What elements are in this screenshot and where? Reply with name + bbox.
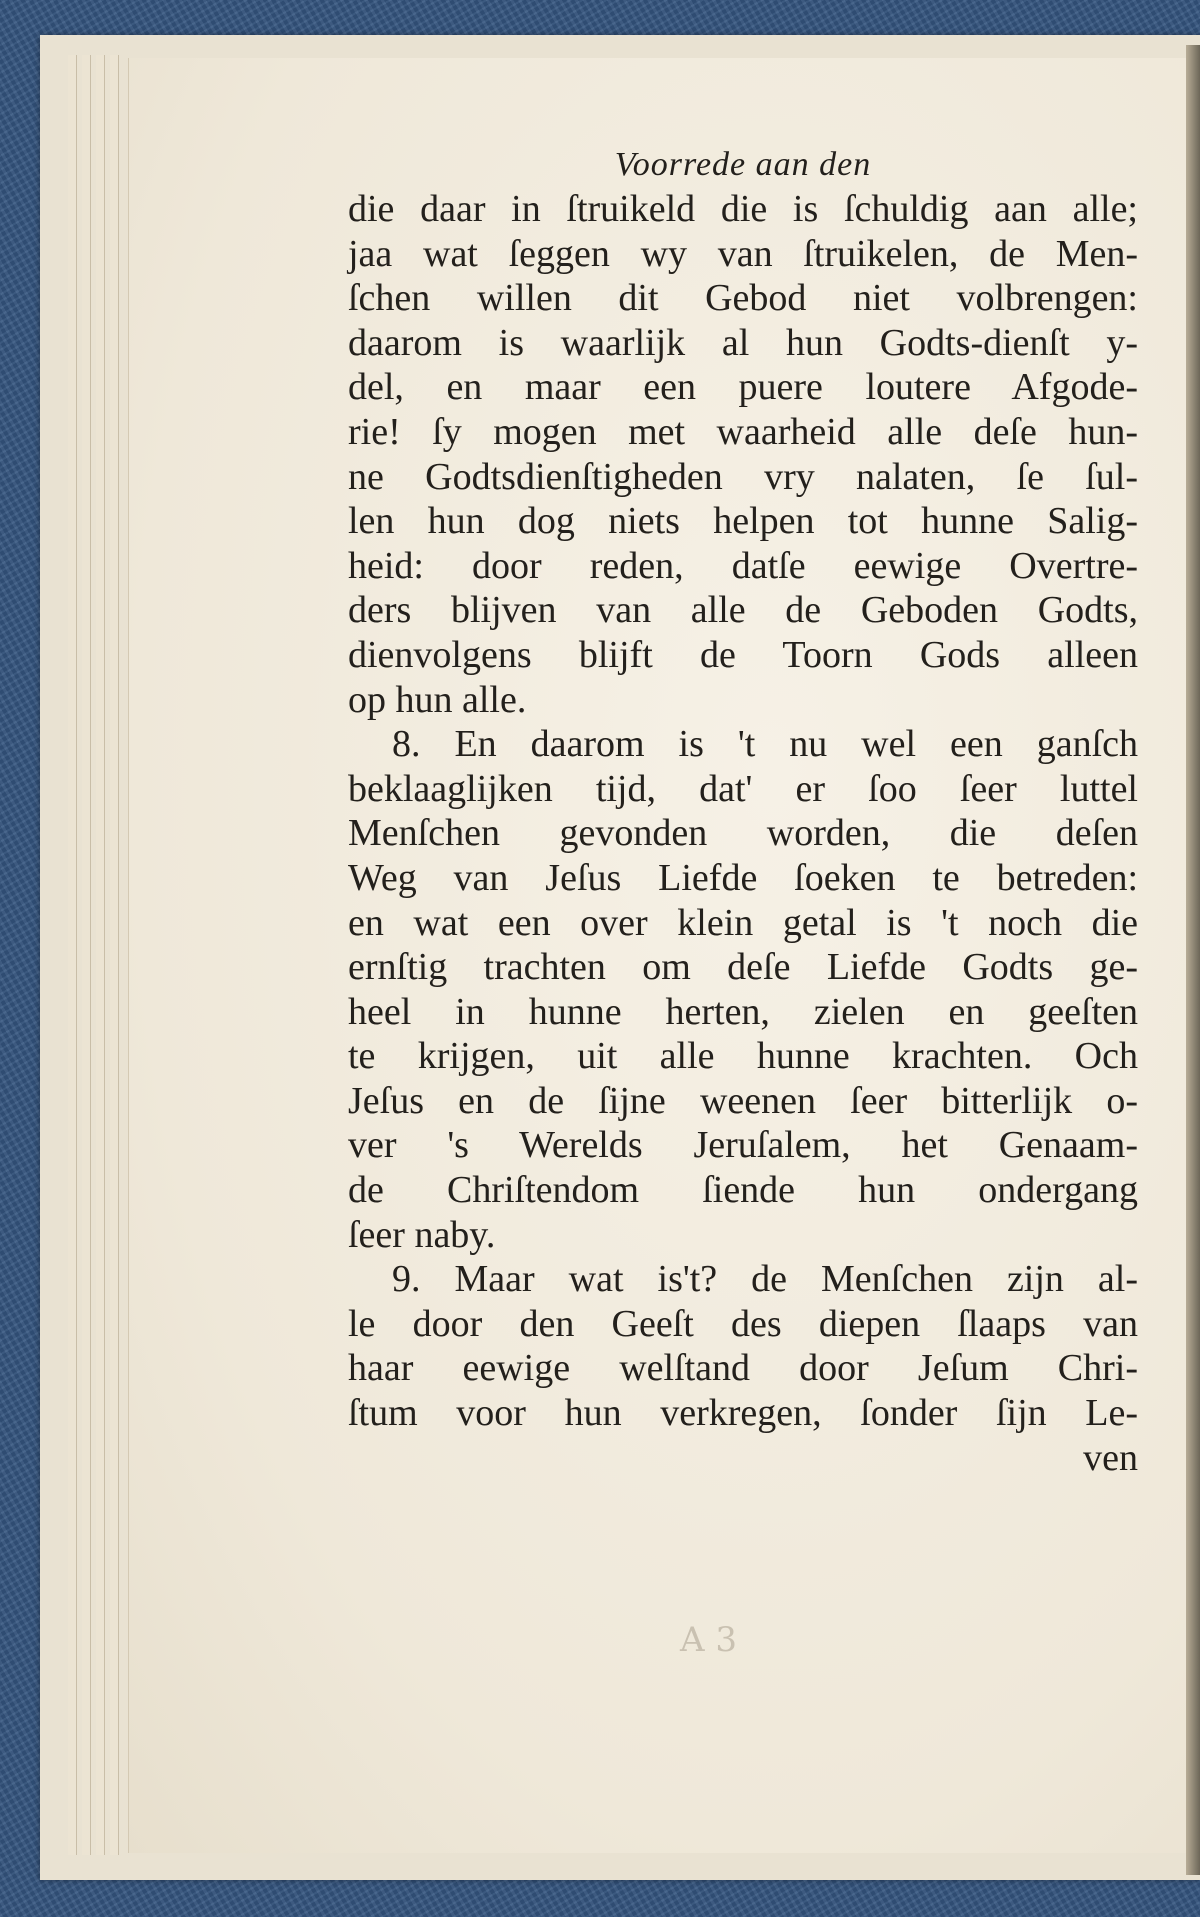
text-line: ders blijven van alle de Geboden Godts, (348, 589, 1138, 632)
text-line: heid: door reden, datſe eewige Overtre- (348, 544, 1138, 587)
text-line: ſtum voor hun verkregen, ſonder ſijn Le- (348, 1392, 1138, 1435)
text-line: daarom is waarlijk al hun Godts-dienſt y- (348, 321, 1138, 364)
text-line: heel in hunne herten, zielen en geeſten (348, 990, 1138, 1033)
text-line: le door den Geeſt des diepen ſlaaps van (348, 1302, 1138, 1345)
text-line: op hun alle. (348, 678, 527, 721)
page-edge (68, 55, 77, 1855)
page-edge (110, 55, 119, 1855)
text-line: rie! ſy mogen met waarheid alle deſe hun- (348, 410, 1138, 453)
text-line: te krijgen, uit alle hunne krachten. Och (348, 1035, 1138, 1078)
text-line: dienvolgens blijft de Toorn Gods alleen (348, 633, 1138, 676)
page-edge (96, 55, 105, 1855)
text-line: Jeſus en de ſijne weenen ſeer bitterlijk o- (348, 1079, 1138, 1122)
text-line: ſchen willen dit Gebod niet volbrengen: (348, 277, 1138, 320)
book-fore-edge (1186, 45, 1200, 1875)
text-line: ne Godtsdienſtigheden vry nalaten, ſe ſul- (348, 455, 1138, 498)
text-line: len hun dog niets helpen tot hunne Salig- (348, 500, 1138, 543)
text-line: die daar in ſtruikeld die is ſchuldig aan alle; (348, 188, 1138, 230)
text-line: ernſtig trachten om deſe Liefde Godts ge- (348, 946, 1138, 989)
text-line: Menſchen gevonden worden, die deſen (348, 812, 1138, 855)
text-line: 8. En daarom is 't nu wel een ganſch (392, 723, 1138, 766)
text-line: Weg van Jeſus Liefde ſoeken te betreden: (348, 856, 1138, 899)
text-line: haar eewige welſtand door Jeſum Chri- (348, 1347, 1138, 1390)
signature-mark: A 3 (680, 1620, 737, 1660)
text-line: de Chriſtendom ſiende hun ondergang (348, 1169, 1138, 1212)
page-text (348, 145, 1138, 1480)
text-line: jaa wat ſeggen wy van ſtruikelen, de Men- (348, 232, 1138, 275)
text-line: ſeer naby. (348, 1213, 496, 1256)
text-lines (348, 187, 1138, 1480)
text-line: ver 's Werelds Jeruſalem, het Genaam- (348, 1124, 1138, 1167)
text-line: del, en maar een puere loutere Afgode- (348, 366, 1138, 409)
running-head: Voorrede aan den (614, 146, 872, 183)
text-line: ven (1083, 1436, 1138, 1479)
page-edge (82, 55, 91, 1855)
text-line: 9. Maar wat is't? de Menſchen zijn al- (392, 1258, 1138, 1301)
text-line: beklaaglijken tijd, dat' er ſoo ſeer luttel (348, 767, 1138, 810)
text-line: en wat een over klein getal is 't noch die (348, 901, 1138, 944)
